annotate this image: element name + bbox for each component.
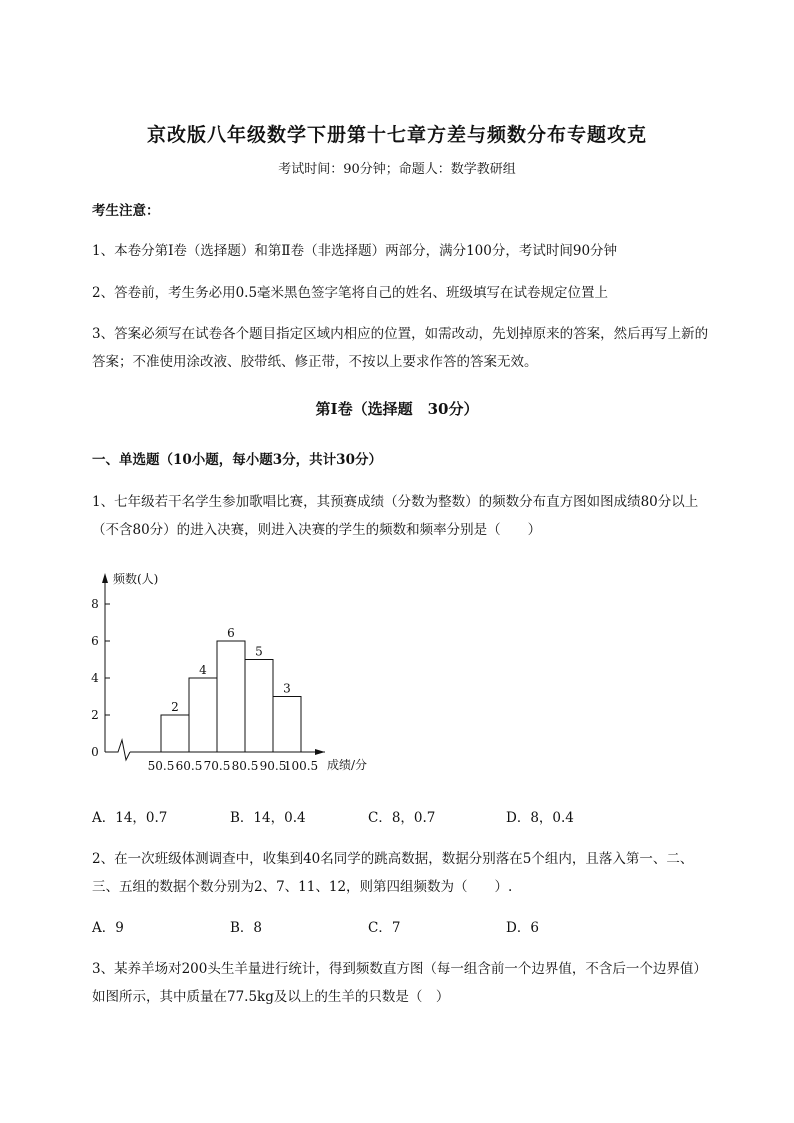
- y-axis-label: 频数(人): [113, 572, 159, 586]
- question-1-options: [92, 806, 712, 826]
- option-d[interactable]: D．8，0.4: [506, 810, 574, 826]
- notice-item-1: 1、本卷分第I卷（选择题）和第Ⅱ卷（非选择题）两部分，满分100分，考试时间90分钟: [92, 243, 618, 259]
- x-tick-label: 100.5: [283, 759, 319, 773]
- option-d[interactable]: D．6: [506, 920, 539, 936]
- section-title: 第I卷（选择题 30分）: [315, 400, 479, 418]
- x-axis-label: 成绩/分: [327, 758, 368, 772]
- x-tick-label: 80.5: [231, 759, 259, 773]
- option-a[interactable]: A．9: [92, 920, 124, 936]
- option-a[interactable]: A．14，0.7: [92, 810, 168, 826]
- question-3-text: 3、某养羊场对200头生羊量进行统计，得到频数直方图（每一组含前一个边界值，不含后一个边界值）如图所示，其中质量在77.5kg及以上的生羊的只数是（ ）: [92, 961, 707, 1005]
- bar-value-label: 5: [255, 644, 263, 659]
- option-c[interactable]: C．7: [368, 920, 401, 936]
- histogram-bar: [189, 678, 217, 752]
- option-b[interactable]: B．8: [230, 920, 263, 936]
- question-1-text: 1、七年级若干名学生参加歌唱比赛，其预赛成绩（分数为整数）的频数分布直方图如图成绩80分以上（不含80分）的进入决赛，则进入决赛的学生的频数和频率分别是（ ）: [92, 494, 699, 538]
- option-b[interactable]: B．14，0.4: [230, 810, 306, 826]
- bar-value-label: 2: [171, 700, 179, 714]
- histogram-bar: [217, 641, 245, 752]
- x-axis-break: [105, 740, 130, 760]
- x-tick-label: 60.5: [175, 759, 203, 773]
- histogram-bar: [161, 715, 189, 752]
- histogram-bar: [245, 660, 273, 753]
- notice-heading: 考生注意：: [92, 203, 160, 219]
- exam-info: 考试时间：90分钟；命题人：数学教研组: [278, 162, 516, 177]
- y-tick-label: 8: [91, 597, 99, 611]
- question-2-options: [92, 916, 712, 936]
- y-axis-arrow: [102, 573, 108, 583]
- part-heading: 一、单选题（10小题，每小题3分，共计30分）: [92, 452, 382, 468]
- question-2-text: 2、在一次班级体测调查中，收集到40名同学的跳高数据，数据分别落在5个组内，且落入第一、二、三、五组的数据个数分别为2、7、11、12，则第四组频数为（ ）.: [92, 851, 694, 895]
- y-tick-label: 2: [91, 708, 99, 722]
- histogram-bar: [273, 697, 301, 753]
- x-tick-label: 70.5: [203, 759, 231, 773]
- bar-value-label: 3: [283, 681, 291, 696]
- bar-value-label: 4: [199, 663, 207, 677]
- page-title: 京改版八年级数学下册第十七章方差与频数分布专题攻克: [146, 124, 647, 146]
- x-tick-label: 90.5: [259, 759, 287, 773]
- y-tick-label: 4: [91, 671, 99, 685]
- y-tick-label: 0: [91, 745, 99, 759]
- x-axis-arrow: [315, 749, 325, 755]
- notice-item-3: 3、答案必须写在试卷各个题目指定区域内相应的位置，如需改动，先划掉原来的答案，然后再写上新的答案；不准使用涂改液、胶带纸、修正带，不按以上要求作答的答案无效。: [92, 326, 709, 370]
- y-tick-label: 6: [91, 634, 99, 648]
- x-tick-label: 50.5: [147, 759, 175, 773]
- histogram-chart: [80, 565, 400, 780]
- bar-value-label: 6: [227, 626, 235, 640]
- option-c[interactable]: C．8，0.7: [368, 810, 436, 826]
- notice-item-2: 2、答卷前，考生务必用0.5毫米黑色签字笔将自己的姓名、班级填写在试卷规定位置上: [92, 285, 609, 301]
